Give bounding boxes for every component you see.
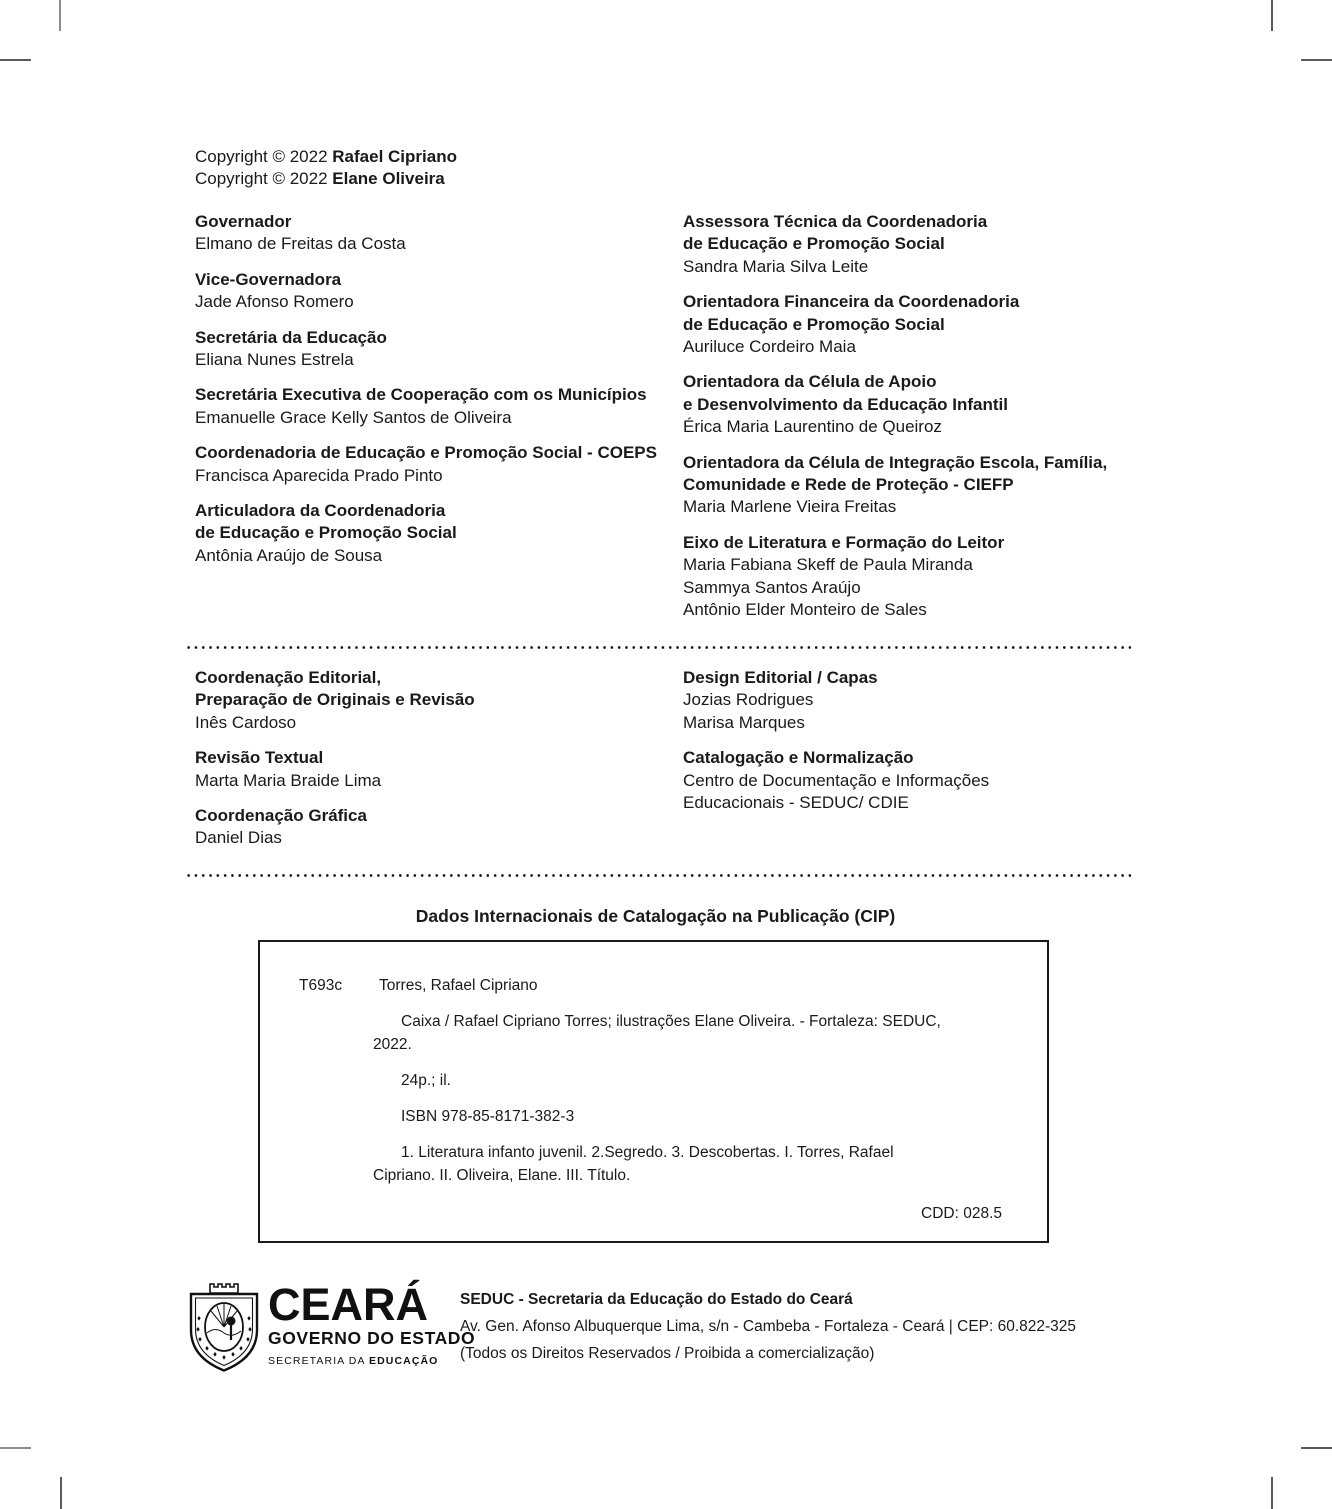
credit-name: Centro de Documentação e Informações	[683, 770, 990, 790]
credit-name: Daniel Dias	[195, 828, 282, 848]
credit-title: Eixo de Literatura e Formação do Leitor	[683, 532, 1005, 552]
credit-name: Antônio Elder Monteiro de Sales	[683, 600, 927, 620]
dotted-divider	[185, 874, 1131, 877]
credit-name: Antônia Araújo de Sousa	[195, 545, 383, 565]
credit-entry	[195, 384, 675, 429]
credit-name: Maria Fabiana Skeff de Paula Miranda	[683, 555, 973, 575]
credit-entry	[683, 452, 1143, 519]
credits-column-left	[195, 211, 675, 580]
cip-heading: Dados Internacionais de Catalogação na Publicação (CIP)	[415, 906, 896, 926]
cip-box	[258, 940, 1049, 1243]
credit-name: Marta Maria Braide Lima	[195, 770, 382, 790]
credit-entry	[195, 747, 675, 792]
copyright-prefix: Copyright © 2022	[195, 169, 333, 188]
credit-name: Marisa Marques	[683, 712, 805, 732]
credit-entry	[683, 211, 1143, 278]
credit-title: Governador	[195, 212, 292, 231]
credit-entry	[195, 269, 675, 314]
credit-entry	[195, 500, 675, 567]
cip-cutter-code: T693c	[299, 977, 343, 994]
copyright-holder: Elane Oliveira	[332, 169, 445, 188]
credit-name: Sammya Santos Araújo	[683, 577, 861, 597]
credit-name: Inês Cardoso	[195, 712, 297, 732]
credit-title: Articuladora da Coordenadoria	[195, 501, 446, 521]
credit-name: Auriluce Cordeiro Maia	[683, 337, 856, 357]
copyright-line	[195, 168, 457, 190]
crop-mark-bottom-right-h	[1301, 1447, 1332, 1449]
cip-cdd-number: CDD: 028.5	[921, 1205, 1002, 1222]
editorial-column-right	[683, 667, 1143, 827]
credit-name: Educacionais - SEDUC/ CDIE	[683, 793, 909, 813]
cip-paragraph-line: Caixa / Rafael Cipriano Torres; ilustrações Elane Oliveira. - Fortaleza: SEDUC,	[401, 1013, 941, 1030]
credit-entry	[683, 747, 1143, 814]
credit-name: Eliana Nunes Estrela	[195, 350, 354, 370]
credit-name: Maria Marlene Vieira Freitas	[683, 497, 897, 517]
credit-name: Elmano de Freitas da Costa	[195, 234, 406, 254]
logo-state-name: CEARÁ	[268, 1279, 429, 1330]
credit-title: Catalogação e Normalização	[683, 748, 914, 768]
copyright-block	[195, 146, 457, 190]
credit-entry	[195, 211, 675, 256]
cip-paragraph-line: 24p.; il.	[401, 1072, 451, 1089]
credit-name: Sandra Maria Silva Leite	[683, 256, 869, 276]
cip-entry-row	[299, 974, 1047, 997]
credit-name: Jozias Rodrigues	[683, 690, 814, 710]
credit-title: Coordenadoria de Educação e Promoção Social - COEPS	[195, 443, 657, 463]
credit-title: de Educação e Promoção Social	[195, 523, 457, 543]
credit-entry	[683, 291, 1143, 358]
credit-name: Francisca Aparecida Prado Pinto	[195, 465, 443, 485]
cip-paragraph	[373, 1069, 1047, 1092]
crop-mark-top-right-v	[1271, 0, 1273, 31]
credit-title: Design Editorial / Capas	[683, 668, 878, 687]
cip-entry-title: Torres, Rafael Cipriano	[379, 977, 538, 994]
logo-government-label: GOVERNO DO ESTADO	[268, 1328, 476, 1348]
credit-name: Jade Afonso Romero	[195, 292, 354, 312]
credit-title: Secretária Executiva de Cooperação com os Municípios	[195, 385, 647, 405]
crop-mark-bottom-left-v	[60, 1477, 62, 1509]
crop-mark-top-left-v	[59, 0, 61, 31]
logo-secretaria-prefix: SECRETARIA DA	[268, 1355, 369, 1367]
cip-paragraph	[373, 1010, 1047, 1056]
credit-title: Coordenação Editorial,	[195, 668, 382, 687]
credit-name: Emanuelle Grace Kelly Santos de Oliveira	[195, 407, 512, 427]
dotted-divider	[185, 646, 1131, 649]
cip-paragraph	[373, 1105, 1047, 1128]
cip-paragraph	[373, 1141, 1047, 1187]
publisher-name: SEDUC - Secretaria da Educação do Estado do Ceará	[460, 1291, 853, 1308]
credit-title: de Educação e Promoção Social	[683, 234, 945, 254]
cip-isbn: ISBN 978-85-8171-382-3	[401, 1108, 575, 1125]
credit-entry	[195, 442, 675, 487]
copyright-prefix: Copyright © 2022	[195, 147, 333, 166]
credit-title: e Desenvolvimento da Educação Infantil	[683, 394, 1008, 414]
cip-paragraph-line: 2022.	[373, 1036, 412, 1053]
credit-title: de Educação e Promoção Social	[683, 314, 945, 334]
credit-entry	[683, 667, 1143, 734]
rights-notice: (Todos os Direitos Reservados / Proibida a comercialização)	[460, 1345, 875, 1362]
copyright-line	[195, 146, 457, 168]
credit-title: Comunidade e Rede de Proteção - CIEFP	[683, 475, 1014, 495]
credit-title: Orientadora da Célula de Integração Escola, Família,	[683, 452, 1108, 472]
crop-mark-top-right-h	[1301, 59, 1332, 61]
copyright-holder: Rafael Cipriano	[332, 147, 457, 166]
editorial-column-left	[195, 667, 675, 863]
credit-title: Assessora Técnica da Coordenadoria	[683, 212, 988, 231]
credit-entry	[195, 805, 675, 850]
credit-title: Coordenação Gráfica	[195, 806, 367, 826]
credit-title: Orientadora Financeira da Coordenadoria	[683, 292, 1020, 312]
credit-entry	[195, 327, 675, 372]
ceara-coat-of-arms-icon	[185, 1282, 263, 1372]
credit-title: Orientadora da Célula de Apoio	[683, 372, 937, 392]
crop-mark-bottom-right-v	[1271, 1477, 1273, 1509]
credit-entry	[195, 667, 675, 734]
publisher-address: Av. Gen. Afonso Albuquerque Lima, s/n - Cambeba - Fortaleza - Ceará | CEP: 60.822-325	[460, 1318, 1077, 1335]
crop-mark-top-left-h	[0, 59, 31, 61]
cip-paragraph-line: Cipriano. II. Oliveira, Elane. III. Título.	[373, 1167, 631, 1184]
credit-title: Secretária da Educação	[195, 327, 387, 347]
credit-name: Érica Maria Laurentino de Queiroz	[683, 417, 942, 437]
publisher-info-block	[460, 1286, 1076, 1367]
credit-title: Vice-Governadora	[195, 269, 342, 289]
credit-entry	[683, 532, 1143, 622]
credit-entry	[683, 371, 1143, 438]
cip-paragraph-line: 1. Literatura infanto juvenil. 2.Segredo. 3. Descobertas. I. Torres, Rafael	[401, 1144, 894, 1161]
logo-secretaria-bold: EDUCAÇÃO	[368, 1355, 439, 1367]
crop-mark-bottom-left-h	[0, 1447, 31, 1449]
credit-title: Revisão Textual	[195, 748, 324, 768]
credit-title: Preparação de Originais e Revisão	[195, 690, 475, 710]
credits-column-right	[683, 211, 1143, 635]
